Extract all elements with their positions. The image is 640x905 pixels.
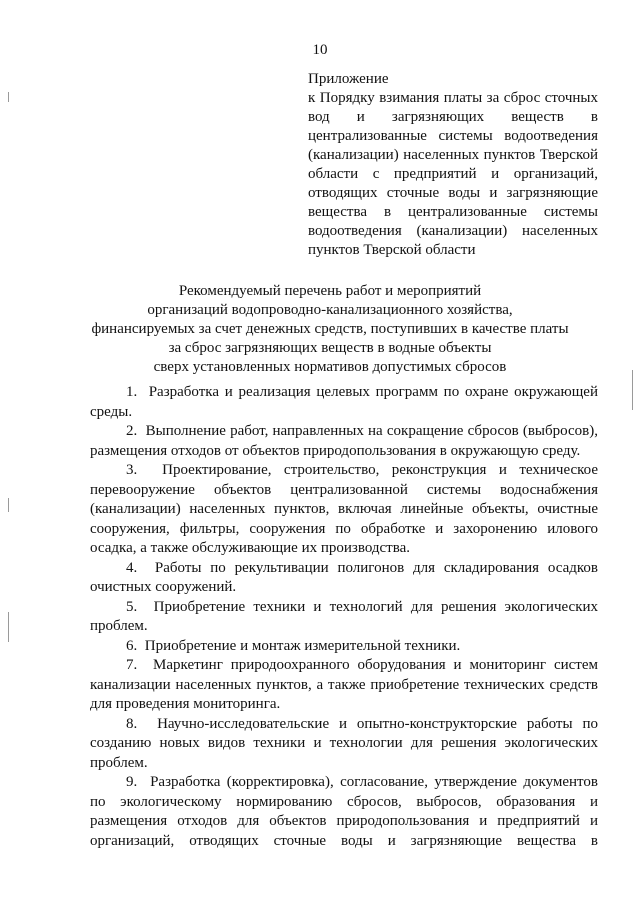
- item-number: 6.: [126, 637, 138, 654]
- item-number: 5.: [126, 598, 138, 615]
- list-item: [90, 637, 598, 657]
- item-text: Приобретение и монтаж измерительной техники.: [144, 637, 461, 654]
- appendix-title: Приложение: [308, 71, 389, 87]
- list-item: [90, 559, 598, 598]
- document-heading: [60, 282, 600, 377]
- list-item: [90, 383, 598, 422]
- item-number: 4.: [126, 559, 138, 576]
- item-text: Приобретение техники и технологий для решения экологических проблем.: [90, 598, 599, 634]
- item-text: Научно-исследовательские и опытно-конструкторские работы по созданию новых видов техники и технологии для решения экологических проблем.: [90, 715, 598, 771]
- item-number: 8.: [126, 715, 138, 732]
- list-item: [90, 773, 598, 851]
- item-text: Проектирование, строительство, реконструкция и техническое перевооружение объектов централизованной системы водоснабжения (канализации) населенных пунктов, включая линейные объекты, очистные сооружения, фильтры, сооружения по обработке и захоронению илового осадка, а также обслуживающие их производства.: [90, 462, 599, 556]
- item-number: 3.: [126, 462, 138, 478]
- heading-line: организаций водопроводно-канализационного хозяйства,: [147, 302, 513, 318]
- heading-line: Рекомендуемый перечень работ и мероприятий: [178, 283, 482, 299]
- item-text: Работы по рекультивации полигонов для складирования осадков очистных сооружений.: [90, 559, 599, 595]
- item-text: Разработка и реализация целевых программ по охране окружающей среды.: [90, 384, 598, 420]
- list-item: [90, 656, 598, 715]
- item-number: 1.: [126, 384, 138, 400]
- item-number: 7.: [126, 657, 138, 673]
- heading-line: за сброс загрязняющих веществ в водные объекты: [168, 340, 492, 356]
- page-number: 10: [312, 42, 328, 58]
- scan-edge-mark: [8, 92, 9, 102]
- list-item: [90, 715, 598, 774]
- item-number: 9.: [126, 774, 138, 790]
- list-item: [90, 461, 598, 559]
- item-text: Выполнение работ, направленных на сокращение сбросов (выбросов), размещения отходов от объектов природопользования в окружающую среду.: [90, 423, 599, 459]
- scan-edge-mark: [8, 498, 9, 512]
- heading-line: финансируемых за счет денежных средств, поступивших в качестве платы: [91, 321, 569, 337]
- heading-line: сверх установленных нормативов допустимых сбросов: [153, 359, 507, 375]
- scan-edge-mark: [8, 612, 9, 642]
- scan-edge-mark: [632, 370, 633, 410]
- appendix-body: к Порядку взимания платы за сброс сточных вод и загрязняющих веществ в централизованные системы водоотведения (канализации) населенных пунктов Тверской области с предприятий и организаций, отводящих сточные воды и загрязняющие вещества в централизованные системы водоотведения (канализации) населенных пунктов Тверской области: [308, 90, 598, 258]
- list-item: [90, 422, 598, 461]
- item-text: Маркетинг природоохранного оборудования и мониторинг систем канализации населенных пунктов, а также приобретение технических средств для проведения мониторинга.: [90, 657, 598, 712]
- appendix-block: [308, 70, 598, 260]
- list-item: [90, 598, 598, 637]
- works-list: [90, 383, 598, 851]
- item-text: Разработка (корректировка), согласование, утверждение документов по экологическому нормированию сбросов, выбросов, образования и размещения отходов для объектов природопользования и предприятий и организаций, отводящих сточные воды и загрязняющие вещества в: [90, 774, 599, 849]
- item-number: 2.: [126, 423, 138, 439]
